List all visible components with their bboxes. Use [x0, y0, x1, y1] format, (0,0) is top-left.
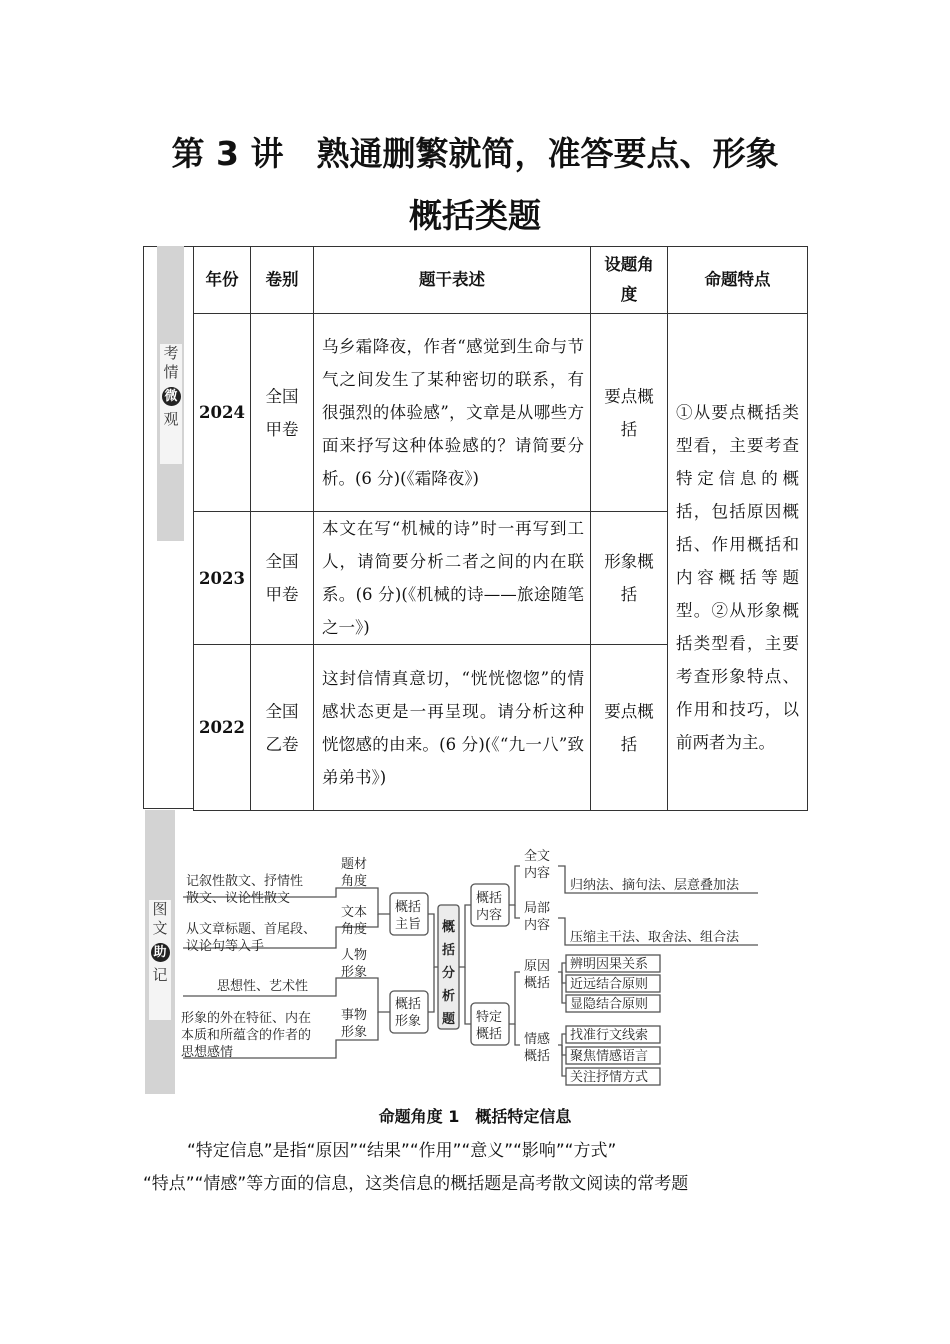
mm-tag: 局部: [524, 901, 551, 916]
mm-desc: 找准行文线索: [570, 1028, 649, 1043]
angle-cell: 要点概括: [591, 645, 668, 811]
mm-desc: 聚焦情感语言: [570, 1049, 649, 1064]
header-angle: 设题角度: [591, 247, 668, 314]
mm-tag: 文本: [341, 905, 368, 920]
mm-tag: 角度: [341, 874, 368, 889]
angle-cell: 要点概括: [591, 314, 668, 512]
mm-tag: 内容: [524, 918, 551, 933]
mm-node: 形象: [395, 1014, 422, 1029]
mm-center-char: 概: [442, 920, 456, 935]
stem-cell: 这封信情真意切，“恍恍惚惚”的情感状态更是一再呈现。请分析这种恍惚感的由来。(6 分)(《“九一八”致弟弟书》): [314, 645, 591, 811]
mm-node: 内容: [476, 908, 503, 923]
mm-tag: 形象: [341, 965, 368, 980]
mm-desc: 压缩主干法、取舍法、组合法: [570, 930, 740, 945]
side-char: 观: [163, 410, 179, 428]
paper-cell: 全国甲卷: [251, 512, 314, 645]
mm-center-char: 分: [442, 966, 456, 981]
mm-node: 特定: [476, 1010, 503, 1025]
mm-desc: 关注抒情方式: [570, 1070, 649, 1085]
mm-desc: 本质和所蕴含的作者的: [181, 1028, 312, 1043]
mm-tag: 事物: [341, 1008, 368, 1023]
side-char: 图: [152, 900, 168, 918]
header-year: 年份: [194, 247, 251, 314]
mm-center-char: 析: [442, 989, 456, 1004]
mm-center-char: 题: [442, 1012, 456, 1027]
mm-center-char: 括: [442, 943, 456, 958]
side-char: 记: [152, 966, 168, 984]
year-cell: 2023: [194, 512, 251, 645]
paragraph-line1: “特定信息”是指“原因”“结果”“作用”“意义”“影响”“方式”: [187, 1141, 617, 1161]
mm-desc: 近远结合原则: [570, 977, 649, 992]
side-char: 情: [163, 363, 179, 381]
feature-cell: ①从要点概括类型看，主要考查特定信息的概括，包括原因概括、作用概括和内容概括等题型。②从形象概括类型看，主要考查形象特点、作用和技巧，以前两者为主。: [668, 314, 808, 811]
side-char-badge: 微: [162, 387, 181, 406]
year-cell: 2024: [194, 314, 251, 512]
header-paper: 卷别: [251, 247, 314, 314]
mm-node: 概括: [395, 900, 422, 915]
mm-node: 概括: [395, 997, 422, 1012]
mm-desc: 形象的外在特征、内在: [181, 1011, 312, 1026]
year-cell: 2022: [194, 645, 251, 811]
mm-tag: 概括: [524, 976, 551, 991]
mm-desc: 辨明因果关系: [570, 957, 649, 972]
mm-desc: 归纳法、摘句法、层意叠加法: [570, 878, 740, 893]
mm-tag: 角度: [341, 922, 368, 937]
paper-cell: 全国乙卷: [251, 645, 314, 811]
side-char: 文: [152, 919, 168, 937]
mm-desc: 显隐结合原则: [570, 997, 649, 1012]
mm-node: 概括: [476, 1027, 503, 1042]
mm-desc: 议论句等入手: [186, 939, 265, 954]
side-char: 考: [163, 344, 179, 362]
side-char-badge: 助: [151, 943, 170, 962]
mm-desc: 散文、议论性散文: [186, 891, 291, 906]
mm-tag: 内容: [524, 866, 551, 881]
mm-tag: 题材: [341, 857, 368, 872]
mm-tag: 情感: [524, 1032, 551, 1047]
mm-desc: 思想感情: [181, 1045, 234, 1060]
mm-desc: 思想性、艺术性: [217, 979, 309, 994]
stem-cell: 本文在写“机械的诗”时一再写到工人，请简要分析二者之间的内在联系。(6 分)(《机械的诗——旅途随笔之一》): [314, 512, 591, 645]
mm-node: 主旨: [395, 917, 422, 932]
page-title-line1: 第 3 讲 熟通删繁就简，准答要点、形象: [171, 134, 779, 173]
mm-tag: 全文: [524, 849, 551, 864]
mm-node: 概括: [476, 891, 503, 906]
stem-cell: 乌乡霜降夜，作者“感觉到生命与节气之间发生了某种密切的联系，有很强烈的体验感”，文章是从哪些方面来抒写这种体验感的？请简要分析。(6 分)(《霜降夜》): [314, 314, 591, 512]
header-stem: 题干表述: [314, 247, 591, 314]
mm-desc: 记叙性散文、抒情性: [186, 874, 304, 889]
mm-tag: 原因: [524, 959, 551, 974]
page-title-line2: 概括类题: [409, 196, 541, 235]
angle-cell: 形象概括: [591, 512, 668, 645]
mm-desc: 从文章标题、首尾段、: [186, 922, 317, 937]
mm-tag: 形象: [341, 1025, 368, 1040]
paper-cell: 全国甲卷: [251, 314, 314, 512]
mm-tag: 概括: [524, 1049, 551, 1064]
paragraph-line2: “特点”“情感”等方面的信息，这类信息的概括题是高考散文阅读的常考题: [143, 1174, 689, 1194]
header-feature: 命题特点: [668, 247, 808, 314]
section-caption: 命题角度 1 概括特定信息: [378, 1107, 572, 1126]
mm-tag: 人物: [341, 948, 368, 963]
